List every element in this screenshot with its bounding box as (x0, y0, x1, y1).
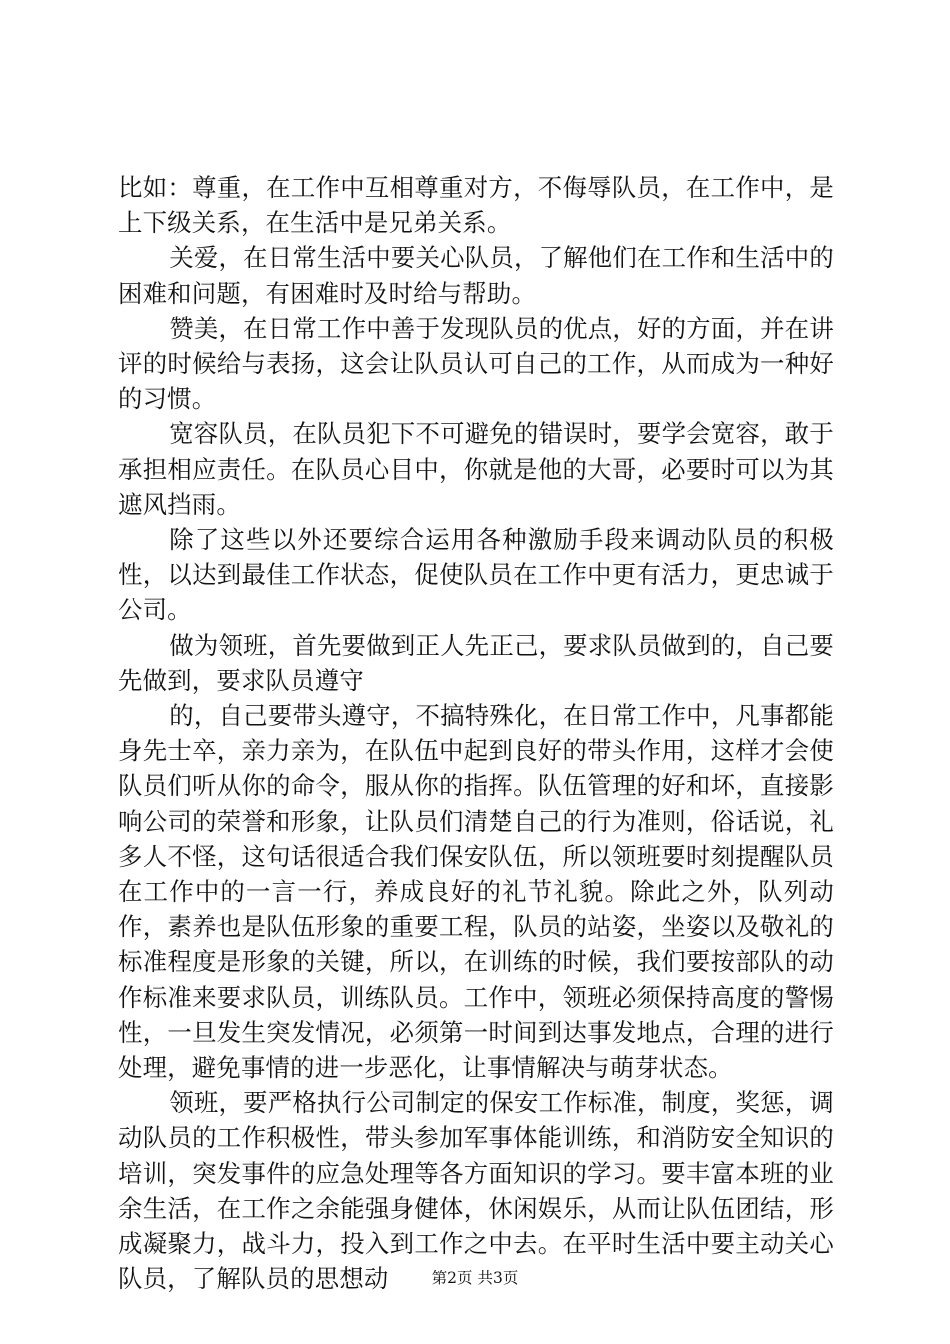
paragraph-team-image: 的，自己要带头遵守，不搞特殊化，在日常工作中，凡事都能身先士卒，亲力亲为，在队伍中起到良好的带头作用，这样才会使队员们听从你的命令，服从你的指挥。队伍管理的好和坏，直接影响公司的荣誉和形象，让队员们清楚自己的行为准则，俗话说，礼多人不怪，这句话很适合我们保安队伍，所以领班要时刻提醒队员在工作中的一言一行，养成良好的礼节礼貌。除此之外，队列动作，素养也是队伍形象的重要工程，队员的站姿，坐姿以及敬礼的标准程度是形象的关键，所以，在训练的时候，我们要按部队的动作标准来要求队员，训练队员。工作中，领班必须保持高度的警惕性，一旦发生突发情况，必须第一时间到达事发地点，合理的进行处理，避免事情的进一步恶化，让事情解决与萌芽状态。 (118, 701, 834, 1083)
paragraph-motivation: 除了这些以外还要综合运用各种激励手段来调动队员的积极性，以达到最佳工作状态，促使队员在工作中更有活力，更忠诚于公司。 (118, 525, 834, 625)
paragraph-tolerance: 宽容队员，在队员犯下不可避免的错误时，要学会宽容，敢于承担相应责任。在队员心目中，你就是他的大哥，必要时可以为其遮风挡雨。 (118, 419, 834, 519)
body-text (118, 170, 834, 1297)
page-footer: 第2页 共3页 (431, 1269, 519, 1287)
paragraph-care: 关爱，在日常生活中要关心队员，了解他们在工作和生活中的困难和问题，有困难时及时给与帮助。 (118, 243, 834, 308)
paragraph-respect: 比如：尊重，在工作中互相尊重对方，不侮辱队员，在工作中，是上下级关系，在生活中是兄弟关系。 (118, 173, 834, 238)
paragraph-praise: 赞美，在日常工作中善于发现队员的优点，好的方面，并在讲评的时候给与表扬，这会让队员认可自己的工作，从而成为一种好的习惯。 (118, 313, 834, 414)
paragraph-standards: 领班，要严格执行公司制定的保安工作标准，制度，奖惩，调动队员的工作积极性，带头参加军事体能训练，和消防安全知识的培训，突发事件的应急处理等各方面知识的学习。要丰富本班的业余生活，在工作之余能强身健体，休闲娱乐，从而让队伍团结，形成凝聚力，战斗力，投入到工作之中去。在平时生活中要主动关心队员，了解队员的思想动 (118, 1088, 834, 1294)
paragraph-lead-by-example: 做为领班，首先要做到正人先正己，要求队员做到的，自己要先做到，要求队员遵守 (118, 630, 834, 695)
